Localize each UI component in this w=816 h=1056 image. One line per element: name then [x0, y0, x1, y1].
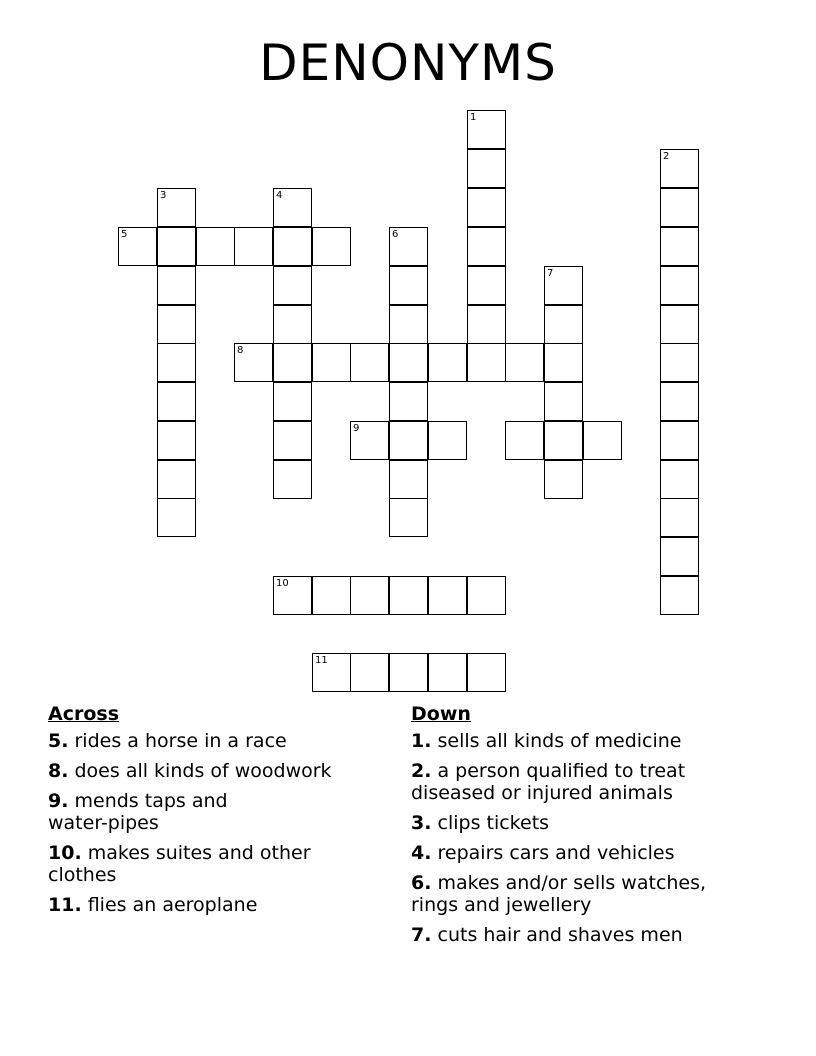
clue-number: 2: [411, 760, 425, 782]
cell-number: 9: [353, 423, 360, 434]
grid-cell[interactable]: [157, 227, 196, 266]
grid-cell[interactable]: [273, 576, 312, 615]
grid-cell[interactable]: [467, 343, 506, 382]
cell-number: 6: [392, 229, 399, 240]
grid-cell[interactable]: [467, 576, 506, 615]
clue-text: mends taps and water-pipes: [48, 790, 228, 834]
grid-cell[interactable]: [389, 227, 428, 266]
grid-cell[interactable]: [273, 305, 312, 344]
cell-number: 7: [547, 268, 554, 279]
clue-number: 5: [48, 730, 62, 752]
clue-text: clips tickets: [437, 812, 550, 834]
grid-cell[interactable]: [389, 576, 428, 615]
clue-down-4: 4. repairs cars and vehicles: [411, 842, 675, 864]
grid-cell[interactable]: [350, 421, 389, 460]
grid-cell[interactable]: [660, 266, 699, 305]
grid-cell[interactable]: [544, 421, 583, 460]
grid-cell[interactable]: [660, 382, 699, 421]
clue-down-2: 2. a person qualified to treat diseased or injured animals: [411, 760, 686, 804]
grid-cell[interactable]: [428, 421, 467, 460]
clue-text: cuts hair and shaves men: [437, 924, 683, 946]
grid-cell[interactable]: [505, 343, 544, 382]
grid-cell[interactable]: [389, 382, 428, 421]
clue-number: 8: [48, 760, 62, 782]
grid-cell[interactable]: [660, 343, 699, 382]
cell-number: 10: [276, 578, 289, 589]
grid-cell[interactable]: [505, 421, 544, 460]
clue-text: makes suites and other clothes: [48, 842, 311, 886]
clue-down-6: 6. makes and/or sells watches, rings and jewellery: [411, 872, 707, 916]
clue-down-7: 7. cuts hair and shaves men: [411, 924, 683, 946]
clue-across-10: 10. makes suites and other clothes: [48, 842, 311, 886]
grid-cell[interactable]: [157, 498, 196, 537]
grid-cell[interactable]: [350, 576, 389, 615]
grid-cell[interactable]: [467, 266, 506, 305]
across-heading: Across: [48, 703, 120, 725]
clue-text: makes and/or sells watches, rings and jewellery: [411, 872, 707, 916]
across-clues: [48, 702, 388, 924]
grid-cell[interactable]: [544, 460, 583, 499]
grid-cell[interactable]: [660, 537, 699, 576]
grid-cell[interactable]: [467, 188, 506, 227]
grid-cell[interactable]: [660, 149, 699, 188]
cell-number: 4: [276, 190, 283, 201]
grid-cell[interactable]: [389, 266, 428, 305]
grid-cell[interactable]: [312, 227, 351, 266]
grid-cell[interactable]: [660, 498, 699, 537]
grid-cell[interactable]: [660, 227, 699, 266]
grid-cell[interactable]: [157, 421, 196, 460]
grid-cell[interactable]: [389, 460, 428, 499]
cell-number: 11: [315, 655, 328, 666]
down-clues: [411, 702, 751, 954]
clue-across-5: 5. rides a horse in a race: [48, 730, 287, 752]
clue-across-11: 11. flies an aeroplane: [48, 894, 258, 916]
grid-cell[interactable]: [273, 227, 312, 266]
grid-cell[interactable]: [583, 421, 622, 460]
grid-cell[interactable]: [660, 460, 699, 499]
grid-cell[interactable]: [544, 266, 583, 305]
grid-cell[interactable]: [157, 343, 196, 382]
grid-cell[interactable]: [389, 498, 428, 537]
grid-cell[interactable]: [389, 343, 428, 382]
clue-number: 6: [411, 872, 425, 894]
grid-cell[interactable]: [273, 460, 312, 499]
cell-number: 2: [663, 151, 670, 162]
grid-cell[interactable]: [312, 576, 351, 615]
grid-cell[interactable]: [389, 421, 428, 460]
grid-cell[interactable]: [660, 576, 699, 615]
clue-text: does all kinds of woodwork: [74, 760, 332, 782]
grid-cell[interactable]: [467, 305, 506, 344]
grid-cell[interactable]: [428, 653, 467, 692]
clue-text: repairs cars and vehicles: [437, 842, 675, 864]
clue-across-9: 9. mends taps and water-pipes: [48, 790, 228, 834]
grid-cell[interactable]: [234, 343, 273, 382]
cell-number: 3: [160, 190, 167, 201]
clue-number: 11: [48, 894, 75, 916]
clue-number: 1: [411, 730, 425, 752]
down-heading: Down: [411, 703, 471, 725]
grid-cell[interactable]: [467, 653, 506, 692]
clue-down-1: 1. sells all kinds of medicine: [411, 730, 682, 752]
grid-cell[interactable]: [196, 227, 235, 266]
grid-cell[interactable]: [312, 343, 351, 382]
cell-number: 5: [121, 229, 128, 240]
grid-cell[interactable]: [350, 653, 389, 692]
clue-text: sells all kinds of medicine: [437, 730, 682, 752]
clue-number: 3: [411, 812, 425, 834]
grid-cell[interactable]: [467, 149, 506, 188]
clue-text: flies an aeroplane: [87, 894, 258, 916]
grid-cell[interactable]: [660, 305, 699, 344]
grid-cell[interactable]: [544, 305, 583, 344]
grid-cell[interactable]: [467, 227, 506, 266]
grid-cell[interactable]: [389, 653, 428, 692]
grid-cell[interactable]: [428, 576, 467, 615]
cell-number: 1: [470, 112, 477, 123]
clue-down-3: 3. clips tickets: [411, 812, 550, 834]
grid-cell[interactable]: [544, 343, 583, 382]
grid-cell[interactable]: [273, 266, 312, 305]
grid-cell[interactable]: [157, 188, 196, 227]
clue-number: 4: [411, 842, 425, 864]
clue-text: rides a horse in a race: [74, 730, 287, 752]
grid-cell[interactable]: [350, 343, 389, 382]
clue-text: a person qualified to treat diseased or injured animals: [411, 760, 686, 804]
grid-cell[interactable]: [157, 382, 196, 421]
grid-cell[interactable]: [660, 421, 699, 460]
grid-cell[interactable]: [273, 188, 312, 227]
clue-number: 10: [48, 842, 75, 864]
grid-cell[interactable]: [273, 343, 312, 382]
clue-number: 9: [48, 790, 62, 812]
grid-cell[interactable]: [467, 110, 506, 149]
grid-cell[interactable]: [234, 227, 273, 266]
grid-cell[interactable]: [273, 382, 312, 421]
grid-cell[interactable]: [389, 305, 428, 344]
grid-cell[interactable]: [157, 460, 196, 499]
grid-cell[interactable]: [118, 227, 157, 266]
clue-number: 7: [411, 924, 425, 946]
page-title: DENONYMS: [259, 34, 557, 92]
grid-cell[interactable]: [660, 188, 699, 227]
clue-across-8: 8. does all kinds of woodwork: [48, 760, 332, 782]
grid-cell[interactable]: [157, 305, 196, 344]
grid-cell[interactable]: [428, 343, 467, 382]
grid-cell[interactable]: [273, 421, 312, 460]
grid-cell[interactable]: [312, 653, 351, 692]
grid-cell[interactable]: [544, 382, 583, 421]
cell-number: 8: [237, 345, 244, 356]
grid-cell[interactable]: [157, 266, 196, 305]
